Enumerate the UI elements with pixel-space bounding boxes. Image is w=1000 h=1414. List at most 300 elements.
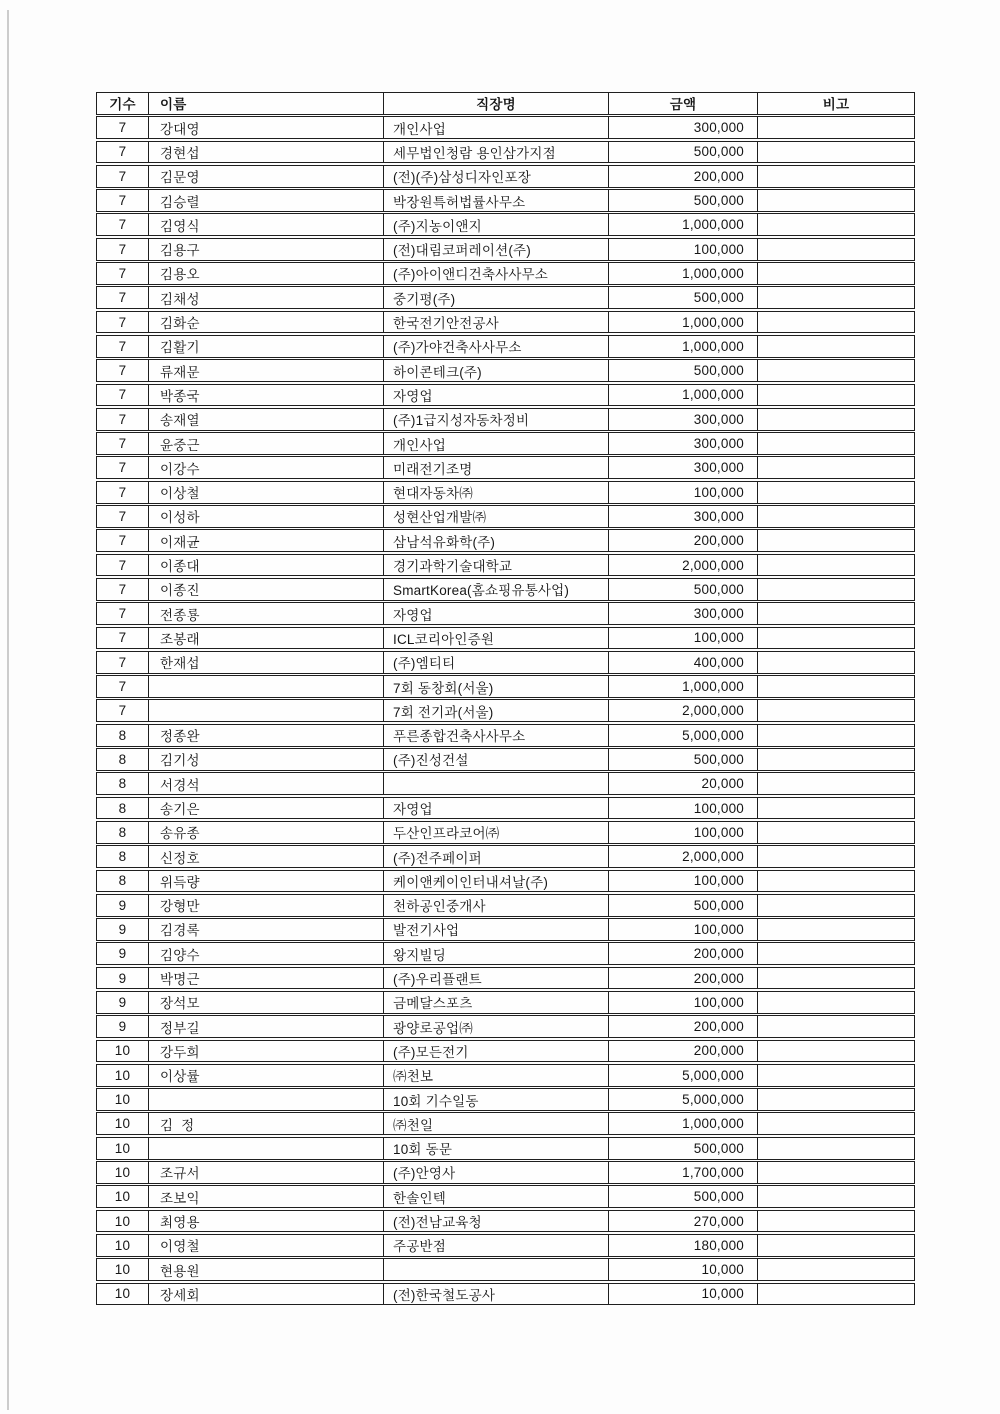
amount-cell: 5,000,000 <box>608 1065 757 1086</box>
name-cell: 강두희 <box>148 1041 383 1062</box>
name-cell <box>148 1138 383 1159</box>
name-cell: 김용오 <box>148 263 383 284</box>
cohort-cell: 7 <box>118 290 127 306</box>
note-cell <box>757 773 914 794</box>
table-row <box>96 1185 915 1208</box>
name-cell: 정부길 <box>148 1016 383 1037</box>
workplace-cell: 세무법인청람 용인삼가지점 <box>383 142 608 163</box>
amount-cell: 1,000,000 <box>608 336 757 357</box>
note-cell <box>757 336 914 357</box>
table-row <box>96 311 915 334</box>
table-row <box>96 845 915 868</box>
workplace-cell: SmartKorea(홈쇼핑유통사업) <box>383 579 608 600</box>
table-row <box>96 165 915 188</box>
name-cell: 장석모 <box>148 992 383 1013</box>
workplace-cell <box>383 773 608 794</box>
cohort-cell: 7 <box>118 363 127 379</box>
table-row <box>96 1137 915 1160</box>
note-cell <box>757 579 914 600</box>
workplace-cell: 천하공인중개사 <box>383 895 608 916</box>
amount-cell: 1,000,000 <box>608 312 757 333</box>
amount-cell: 500,000 <box>608 142 757 163</box>
name-cell: 조봉래 <box>148 628 383 649</box>
cohort-cell: 7 <box>118 703 127 719</box>
table-row <box>96 1283 915 1306</box>
table-row <box>96 213 915 236</box>
amount-cell: 270,000 <box>608 1211 757 1232</box>
cohort-cell: 9 <box>118 921 127 937</box>
note-cell <box>757 1186 914 1207</box>
table-row <box>96 286 915 309</box>
amount-cell: 100,000 <box>608 919 757 940</box>
table-row <box>96 627 915 650</box>
workplace-cell: (주)진성건설 <box>383 749 608 770</box>
name-cell: 김용구 <box>148 239 383 260</box>
note-cell <box>757 968 914 989</box>
name-cell: 이성하 <box>148 506 383 527</box>
note-cell <box>757 943 914 964</box>
table-row <box>96 432 915 455</box>
name-cell: 김활기 <box>148 336 383 357</box>
amount-cell: 300,000 <box>608 409 757 430</box>
amount-cell: 1,000,000 <box>608 263 757 284</box>
name-cell <box>148 700 383 721</box>
amount-cell: 500,000 <box>608 749 757 770</box>
name-cell: 이강수 <box>148 457 383 478</box>
table-row <box>96 602 915 625</box>
note-cell <box>757 700 914 721</box>
cohort-cell: 7 <box>118 120 127 136</box>
table-row <box>96 918 915 941</box>
workplace-cell: 자영업 <box>383 385 608 406</box>
note-cell <box>757 1041 914 1062</box>
table-row <box>96 529 915 552</box>
cohort-cell: 7 <box>118 193 127 209</box>
note-cell <box>757 117 914 138</box>
name-cell: 서경석 <box>148 773 383 794</box>
note-cell <box>757 1113 914 1134</box>
cohort-cell: 7 <box>118 436 127 452</box>
amount-cell: 200,000 <box>608 530 757 551</box>
workplace-cell: (주)우리플랜트 <box>383 968 608 989</box>
table-row <box>96 699 915 722</box>
amount-cell: 500,000 <box>608 1186 757 1207</box>
table-row <box>96 262 915 285</box>
name-cell: 정종완 <box>148 725 383 746</box>
amount-cell: 100,000 <box>608 482 757 503</box>
note-cell <box>757 433 914 454</box>
amount-cell: 180,000 <box>608 1235 757 1256</box>
cohort-cell: 7 <box>118 460 127 476</box>
amount-cell: 1,000,000 <box>608 385 757 406</box>
cohort-cell: 7 <box>118 557 127 573</box>
amount-cell: 10,000 <box>608 1284 757 1305</box>
workplace-cell: (전)전남교육청 <box>383 1211 608 1232</box>
cohort-cell: 10 <box>114 1213 131 1229</box>
table-row <box>96 967 915 990</box>
cohort-cell: 8 <box>118 849 127 865</box>
amount-cell: 2,000,000 <box>608 555 757 576</box>
workplace-cell: 성현산업개발㈜ <box>383 506 608 527</box>
workplace-cell: 광양로공업㈜ <box>383 1016 608 1037</box>
table-row <box>96 481 915 504</box>
workplace-cell: (전)대림코퍼레이션(주) <box>383 239 608 260</box>
amount-cell: 300,000 <box>608 457 757 478</box>
workplace-cell: 삼남석유화학(주) <box>383 530 608 551</box>
cohort-cell: 9 <box>118 897 127 913</box>
cohort-cell: 10 <box>114 1262 131 1278</box>
note-cell <box>757 1211 914 1232</box>
note-cell <box>757 142 914 163</box>
table-row <box>96 408 915 431</box>
note-cell <box>757 1259 914 1280</box>
name-cell: 이상철 <box>148 482 383 503</box>
note-cell <box>757 1065 914 1086</box>
table-row <box>96 1112 915 1135</box>
name-cell: 송기은 <box>148 798 383 819</box>
amount-cell: 300,000 <box>608 117 757 138</box>
workplace-cell: 한솔인텍 <box>383 1186 608 1207</box>
header-note: 비고 <box>757 93 914 114</box>
amount-cell: 100,000 <box>608 798 757 819</box>
cohort-cell: 8 <box>118 727 127 743</box>
table-row <box>96 359 915 382</box>
workplace-cell: (주)가야건축사사무소 <box>383 336 608 357</box>
workplace-cell: (주)지농이앤지 <box>383 214 608 235</box>
name-cell: 신정호 <box>148 846 383 867</box>
workplace-cell: ㈜천일 <box>383 1113 608 1134</box>
name-cell: 전종룡 <box>148 603 383 624</box>
note-cell <box>757 555 914 576</box>
cohort-cell: 9 <box>118 946 127 962</box>
amount-cell: 10,000 <box>608 1259 757 1280</box>
note-cell <box>757 457 914 478</box>
note-cell <box>757 749 914 770</box>
table-header-row <box>96 92 915 115</box>
note-cell <box>757 1089 914 1110</box>
amount-cell: 500,000 <box>608 287 757 308</box>
note-cell <box>757 166 914 187</box>
cohort-cell: 10 <box>114 1286 131 1302</box>
amount-cell: 5,000,000 <box>608 725 757 746</box>
note-cell <box>757 725 914 746</box>
workplace-cell: 주공반점 <box>383 1235 608 1256</box>
header-workplace: 직장명 <box>383 93 608 114</box>
cohort-cell: 7 <box>118 411 127 427</box>
note-cell <box>757 1138 914 1159</box>
note-cell <box>757 506 914 527</box>
cohort-cell: 10 <box>114 1189 131 1205</box>
amount-cell: 500,000 <box>608 190 757 211</box>
cohort-cell: 10 <box>114 1237 131 1253</box>
workplace-cell: (전)한국철도공사 <box>383 1284 608 1305</box>
table-row <box>96 748 915 771</box>
name-cell: 위득량 <box>148 871 383 892</box>
amount-cell: 500,000 <box>608 579 757 600</box>
table-row <box>96 991 915 1014</box>
workplace-cell: 발전기사업 <box>383 919 608 940</box>
workplace-cell: 7회 동창회(서울) <box>383 676 608 697</box>
note-cell <box>757 190 914 211</box>
amount-cell: 20,000 <box>608 773 757 794</box>
name-cell: 장세회 <box>148 1284 383 1305</box>
table-row <box>96 797 915 820</box>
cohort-cell: 10 <box>114 1116 131 1132</box>
note-cell <box>757 360 914 381</box>
note-cell <box>757 482 914 503</box>
table-row <box>96 189 915 212</box>
name-cell: 이영철 <box>148 1235 383 1256</box>
name-cell: 김 정 <box>148 1113 383 1134</box>
note-cell <box>757 846 914 867</box>
table-row <box>96 651 915 674</box>
table-row <box>96 335 915 358</box>
name-cell: 조보익 <box>148 1186 383 1207</box>
workplace-cell: 10회 동문 <box>383 1138 608 1159</box>
table-row <box>96 1015 915 1038</box>
workplace-cell: 자영업 <box>383 603 608 624</box>
amount-cell: 100,000 <box>608 628 757 649</box>
workplace-cell: 왕지빌딩 <box>383 943 608 964</box>
name-cell: 강대영 <box>148 117 383 138</box>
workplace-cell: 10회 기수일동 <box>383 1089 608 1110</box>
cohort-cell: 8 <box>118 873 127 889</box>
name-cell: 이종진 <box>148 579 383 600</box>
note-cell <box>757 287 914 308</box>
workplace-cell: ㈜천보 <box>383 1065 608 1086</box>
amount-cell: 100,000 <box>608 871 757 892</box>
workplace-cell <box>383 1259 608 1280</box>
name-cell <box>148 1089 383 1110</box>
note-cell <box>757 871 914 892</box>
cohort-cell: 9 <box>118 994 127 1010</box>
note-cell <box>757 1162 914 1183</box>
name-cell: 현용원 <box>148 1259 383 1280</box>
amount-cell: 5,000,000 <box>608 1089 757 1110</box>
cohort-cell: 8 <box>118 776 127 792</box>
cohort-cell: 7 <box>118 654 127 670</box>
workplace-cell: 한국전기안전공사 <box>383 312 608 333</box>
workplace-cell: 중기평(주) <box>383 287 608 308</box>
amount-cell: 500,000 <box>608 360 757 381</box>
header-name: 이름 <box>148 93 383 114</box>
cohort-cell: 7 <box>118 679 127 695</box>
amount-cell: 200,000 <box>608 968 757 989</box>
workplace-cell: 박장원특허법률사무소 <box>383 190 608 211</box>
table-row <box>96 942 915 965</box>
amount-cell: 1,000,000 <box>608 214 757 235</box>
cohort-cell: 7 <box>118 606 127 622</box>
workplace-cell: 개인사업 <box>383 117 608 138</box>
cohort-cell: 10 <box>114 1067 131 1083</box>
name-cell: 김문영 <box>148 166 383 187</box>
table-row <box>96 141 915 164</box>
name-cell: 이상률 <box>148 1065 383 1086</box>
name-cell: 박명근 <box>148 968 383 989</box>
header-cohort: 기수 <box>109 97 136 113</box>
table-row <box>96 870 915 893</box>
note-cell <box>757 919 914 940</box>
cohort-cell: 7 <box>118 314 127 330</box>
note-cell <box>757 603 914 624</box>
amount-cell: 1,000,000 <box>608 1113 757 1134</box>
note-cell <box>757 628 914 649</box>
note-cell <box>757 992 914 1013</box>
name-cell: 조규서 <box>148 1162 383 1183</box>
table-row <box>96 1234 915 1257</box>
cohort-cell: 7 <box>118 241 127 257</box>
note-cell <box>757 822 914 843</box>
name-cell: 김화순 <box>148 312 383 333</box>
table-row <box>96 1258 915 1281</box>
note-cell <box>757 798 914 819</box>
cohort-cell: 10 <box>114 1092 131 1108</box>
cohort-cell: 7 <box>118 533 127 549</box>
cohort-cell: 9 <box>118 970 127 986</box>
amount-cell: 200,000 <box>608 166 757 187</box>
name-cell: 박종국 <box>148 385 383 406</box>
name-cell: 김채성 <box>148 287 383 308</box>
amount-cell: 200,000 <box>608 1016 757 1037</box>
table-row <box>96 578 915 601</box>
note-cell <box>757 1235 914 1256</box>
workplace-cell: ICL코리아인증원 <box>383 628 608 649</box>
amount-cell: 100,000 <box>608 239 757 260</box>
amount-cell: 500,000 <box>608 1138 757 1159</box>
amount-cell: 200,000 <box>608 943 757 964</box>
amount-cell: 200,000 <box>608 1041 757 1062</box>
cohort-cell: 10 <box>114 1140 131 1156</box>
amount-cell: 1,000,000 <box>608 676 757 697</box>
cohort-cell: 7 <box>118 144 127 160</box>
workplace-cell: 푸른종합건축사사무소 <box>383 725 608 746</box>
note-cell <box>757 385 914 406</box>
table-row <box>96 456 915 479</box>
amount-cell: 300,000 <box>608 433 757 454</box>
note-cell <box>757 895 914 916</box>
table-row <box>96 505 915 528</box>
workplace-cell: (주)안영사 <box>383 1162 608 1183</box>
workplace-cell: 하이콘테크(주) <box>383 360 608 381</box>
table-row <box>96 724 915 747</box>
amount-cell: 100,000 <box>608 992 757 1013</box>
cohort-cell: 8 <box>118 751 127 767</box>
workplace-cell: (주)1급지성자동차정비 <box>383 409 608 430</box>
amount-cell: 500,000 <box>608 895 757 916</box>
name-cell <box>148 676 383 697</box>
workplace-cell: 미래전기조명 <box>383 457 608 478</box>
name-cell: 김영식 <box>148 214 383 235</box>
amount-cell: 400,000 <box>608 652 757 673</box>
name-cell: 송재열 <box>148 409 383 430</box>
name-cell: 송유종 <box>148 822 383 843</box>
workplace-cell: 경기과학기술대학교 <box>383 555 608 576</box>
note-cell <box>757 239 914 260</box>
table-row <box>96 1210 915 1233</box>
name-cell: 윤중근 <box>148 433 383 454</box>
cohort-cell: 10 <box>114 1164 131 1180</box>
cohort-cell: 8 <box>118 824 127 840</box>
cohort-cell: 7 <box>118 484 127 500</box>
note-cell <box>757 1016 914 1037</box>
workplace-cell: (주)아이앤디건축사사무소 <box>383 263 608 284</box>
table-row <box>96 894 915 917</box>
table-row <box>96 554 915 577</box>
note-cell <box>757 652 914 673</box>
amount-cell: 300,000 <box>608 506 757 527</box>
table-row <box>96 1064 915 1087</box>
table-row <box>96 821 915 844</box>
name-cell: 최영용 <box>148 1211 383 1232</box>
workplace-cell: 개인사업 <box>383 433 608 454</box>
table-row <box>96 772 915 795</box>
amount-cell: 100,000 <box>608 822 757 843</box>
table-row <box>96 384 915 407</box>
name-cell: 한재섭 <box>148 652 383 673</box>
note-cell <box>757 263 914 284</box>
workplace-cell: 자영업 <box>383 798 608 819</box>
cohort-cell: 7 <box>118 265 127 281</box>
name-cell: 김양수 <box>148 943 383 964</box>
amount-cell: 300,000 <box>608 603 757 624</box>
workplace-cell: 금메달스포츠 <box>383 992 608 1013</box>
table-row <box>96 116 915 139</box>
cohort-cell: 7 <box>118 217 127 233</box>
note-cell <box>757 676 914 697</box>
cohort-cell: 7 <box>118 338 127 354</box>
note-cell <box>757 409 914 430</box>
name-cell: 강형만 <box>148 895 383 916</box>
amount-cell: 2,000,000 <box>608 700 757 721</box>
name-cell: 김승렬 <box>148 190 383 211</box>
cohort-cell: 8 <box>118 800 127 816</box>
workplace-cell: 7회 전기과(서울) <box>383 700 608 721</box>
workplace-cell: (주)전주페이퍼 <box>383 846 608 867</box>
workplace-cell: (주)엠티티 <box>383 652 608 673</box>
table-row <box>96 1161 915 1184</box>
workplace-cell: (주)모든전기 <box>383 1041 608 1062</box>
workplace-cell: 두산인프라코어㈜ <box>383 822 608 843</box>
name-cell: 류재문 <box>148 360 383 381</box>
note-cell <box>757 1284 914 1305</box>
header-amount: 금액 <box>608 93 757 114</box>
table-row <box>96 1040 915 1063</box>
cohort-cell: 7 <box>118 508 127 524</box>
workplace-cell: 현대자동차㈜ <box>383 482 608 503</box>
table-row <box>96 675 915 698</box>
name-cell: 김경록 <box>148 919 383 940</box>
workplace-cell: (전)(주)삼성디자인포장 <box>383 166 608 187</box>
name-cell: 김기성 <box>148 749 383 770</box>
amount-cell: 1,700,000 <box>608 1162 757 1183</box>
name-cell: 이재균 <box>148 530 383 551</box>
cohort-cell: 7 <box>118 168 127 184</box>
note-cell <box>757 312 914 333</box>
donation-table <box>96 92 915 1305</box>
amount-cell: 2,000,000 <box>608 846 757 867</box>
cohort-cell: 7 <box>118 630 127 646</box>
workplace-cell: 케이앤케이인터내셔날(주) <box>383 871 608 892</box>
name-cell: 경현섭 <box>148 142 383 163</box>
note-cell <box>757 214 914 235</box>
scan-edge-line <box>7 10 9 1410</box>
note-cell <box>757 530 914 551</box>
cohort-cell: 7 <box>118 387 127 403</box>
cohort-cell: 9 <box>118 1019 127 1035</box>
table-row <box>96 238 915 261</box>
table-row <box>96 1088 915 1111</box>
cohort-cell: 10 <box>114 1043 131 1059</box>
